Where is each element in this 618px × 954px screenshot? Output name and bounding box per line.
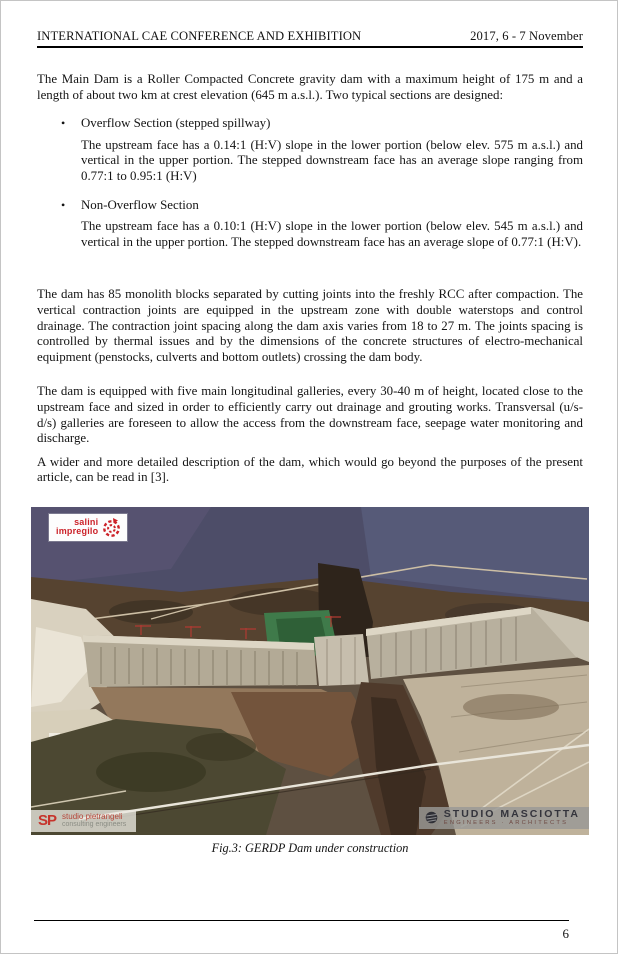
salini-logo-line2: impregilo <box>56 526 99 537</box>
paragraph-main-dam: The Main Dam is a Roller Compacted Concrete gravity dam with a maximum height of 175 m and a length of about two km at crest elevation (645 m a.s.l.). Two typical sections are designed: <box>37 72 583 102</box>
list-item-overflow <box>37 116 583 184</box>
masciotta-name: STUDIO MASCIOTTA <box>443 807 580 820</box>
paragraph-galleries: The dam is equipped with five main longitudinal galleries, every 30-40 m of height, located close to the upstream face and sized in order to efficiently carry out drainage and grouting works. Transversal (u/s-d/s) galleries are foreseen to allow the access from the downstream face, seepage water monitoring and discharge. <box>37 384 583 446</box>
page-number: 6 <box>562 926 569 941</box>
sp-subtitle: consulting engineers <box>62 820 127 828</box>
masciotta-subtitle: ENGINEERS · ARCHITECTS <box>443 819 569 826</box>
dam-aerial-photo <box>31 507 589 835</box>
page-footer <box>34 920 569 942</box>
figure-3 <box>37 507 583 856</box>
masciotta-globe-icon <box>425 811 438 824</box>
list-item-non-overflow <box>37 198 583 251</box>
bullet-body-overflow: The upstream face has a 0.14:1 (H:V) slope in the lower portion (below elev. 575 m a.s.l.) and vertical in the upper portion. The stepped downstream face has an average slope ranging from 0.77:1 to 0.95:1 (H:V) <box>81 137 583 183</box>
salini-impregilo-swirl-icon <box>101 517 122 538</box>
dam-photo-illustration <box>31 507 589 835</box>
bullet-title-non-overflow: Non-Overflow Section <box>81 197 199 212</box>
bullet-title-overflow: Overflow Section (stepped spillway) <box>81 116 271 131</box>
page-header <box>37 29 583 48</box>
studio-pietrangeli-logo <box>31 810 136 832</box>
article-body <box>37 72 583 486</box>
salini-impregilo-logo <box>49 514 127 541</box>
sp-name: studio pietrangeli <box>62 811 123 821</box>
studio-masciotta-logo <box>419 807 589 829</box>
sp-monogram: SP <box>38 811 57 829</box>
paragraph-monolith-blocks: The dam has 85 monolith blocks separated by cutting joints into the freshly RCC after compaction. The vertical contraction joints are equipped in the upstream zone with double waterstops and control drainage. The contraction joint spacing along the dam axis varies from 18 to 27 m. The joints spacing is controlled by thermal issues and by the dimensions of the concrete structures of electro-mechanical equipment (penstocks, culverts and bottom outlets) crossing the dam body. <box>37 287 583 364</box>
bullet-icon: • <box>61 116 66 131</box>
bullet-icon: • <box>61 197 66 212</box>
header-date: 2017, 6 - 7 November <box>470 29 583 43</box>
salini-logo-line1: salini <box>74 517 99 528</box>
conference-title: INTERNATIONAL CAE CONFERENCE AND EXHIBITION <box>37 29 362 43</box>
paragraph-reference: A wider and more detailed description of the dam, which would go beyond the purposes of the present article, can be read in [3]. <box>37 454 583 485</box>
figure-caption: Fig.3: GERDP Dam under construction <box>211 840 409 855</box>
bullet-body-non-overflow: The upstream face has a 0.10:1 (H:V) slope in the lower portion (below elev. 545 m a.s.l.) and vertical in the upper portion. The stepped downstream face has an average slope of 0.77:1 (H:V). <box>81 219 583 249</box>
